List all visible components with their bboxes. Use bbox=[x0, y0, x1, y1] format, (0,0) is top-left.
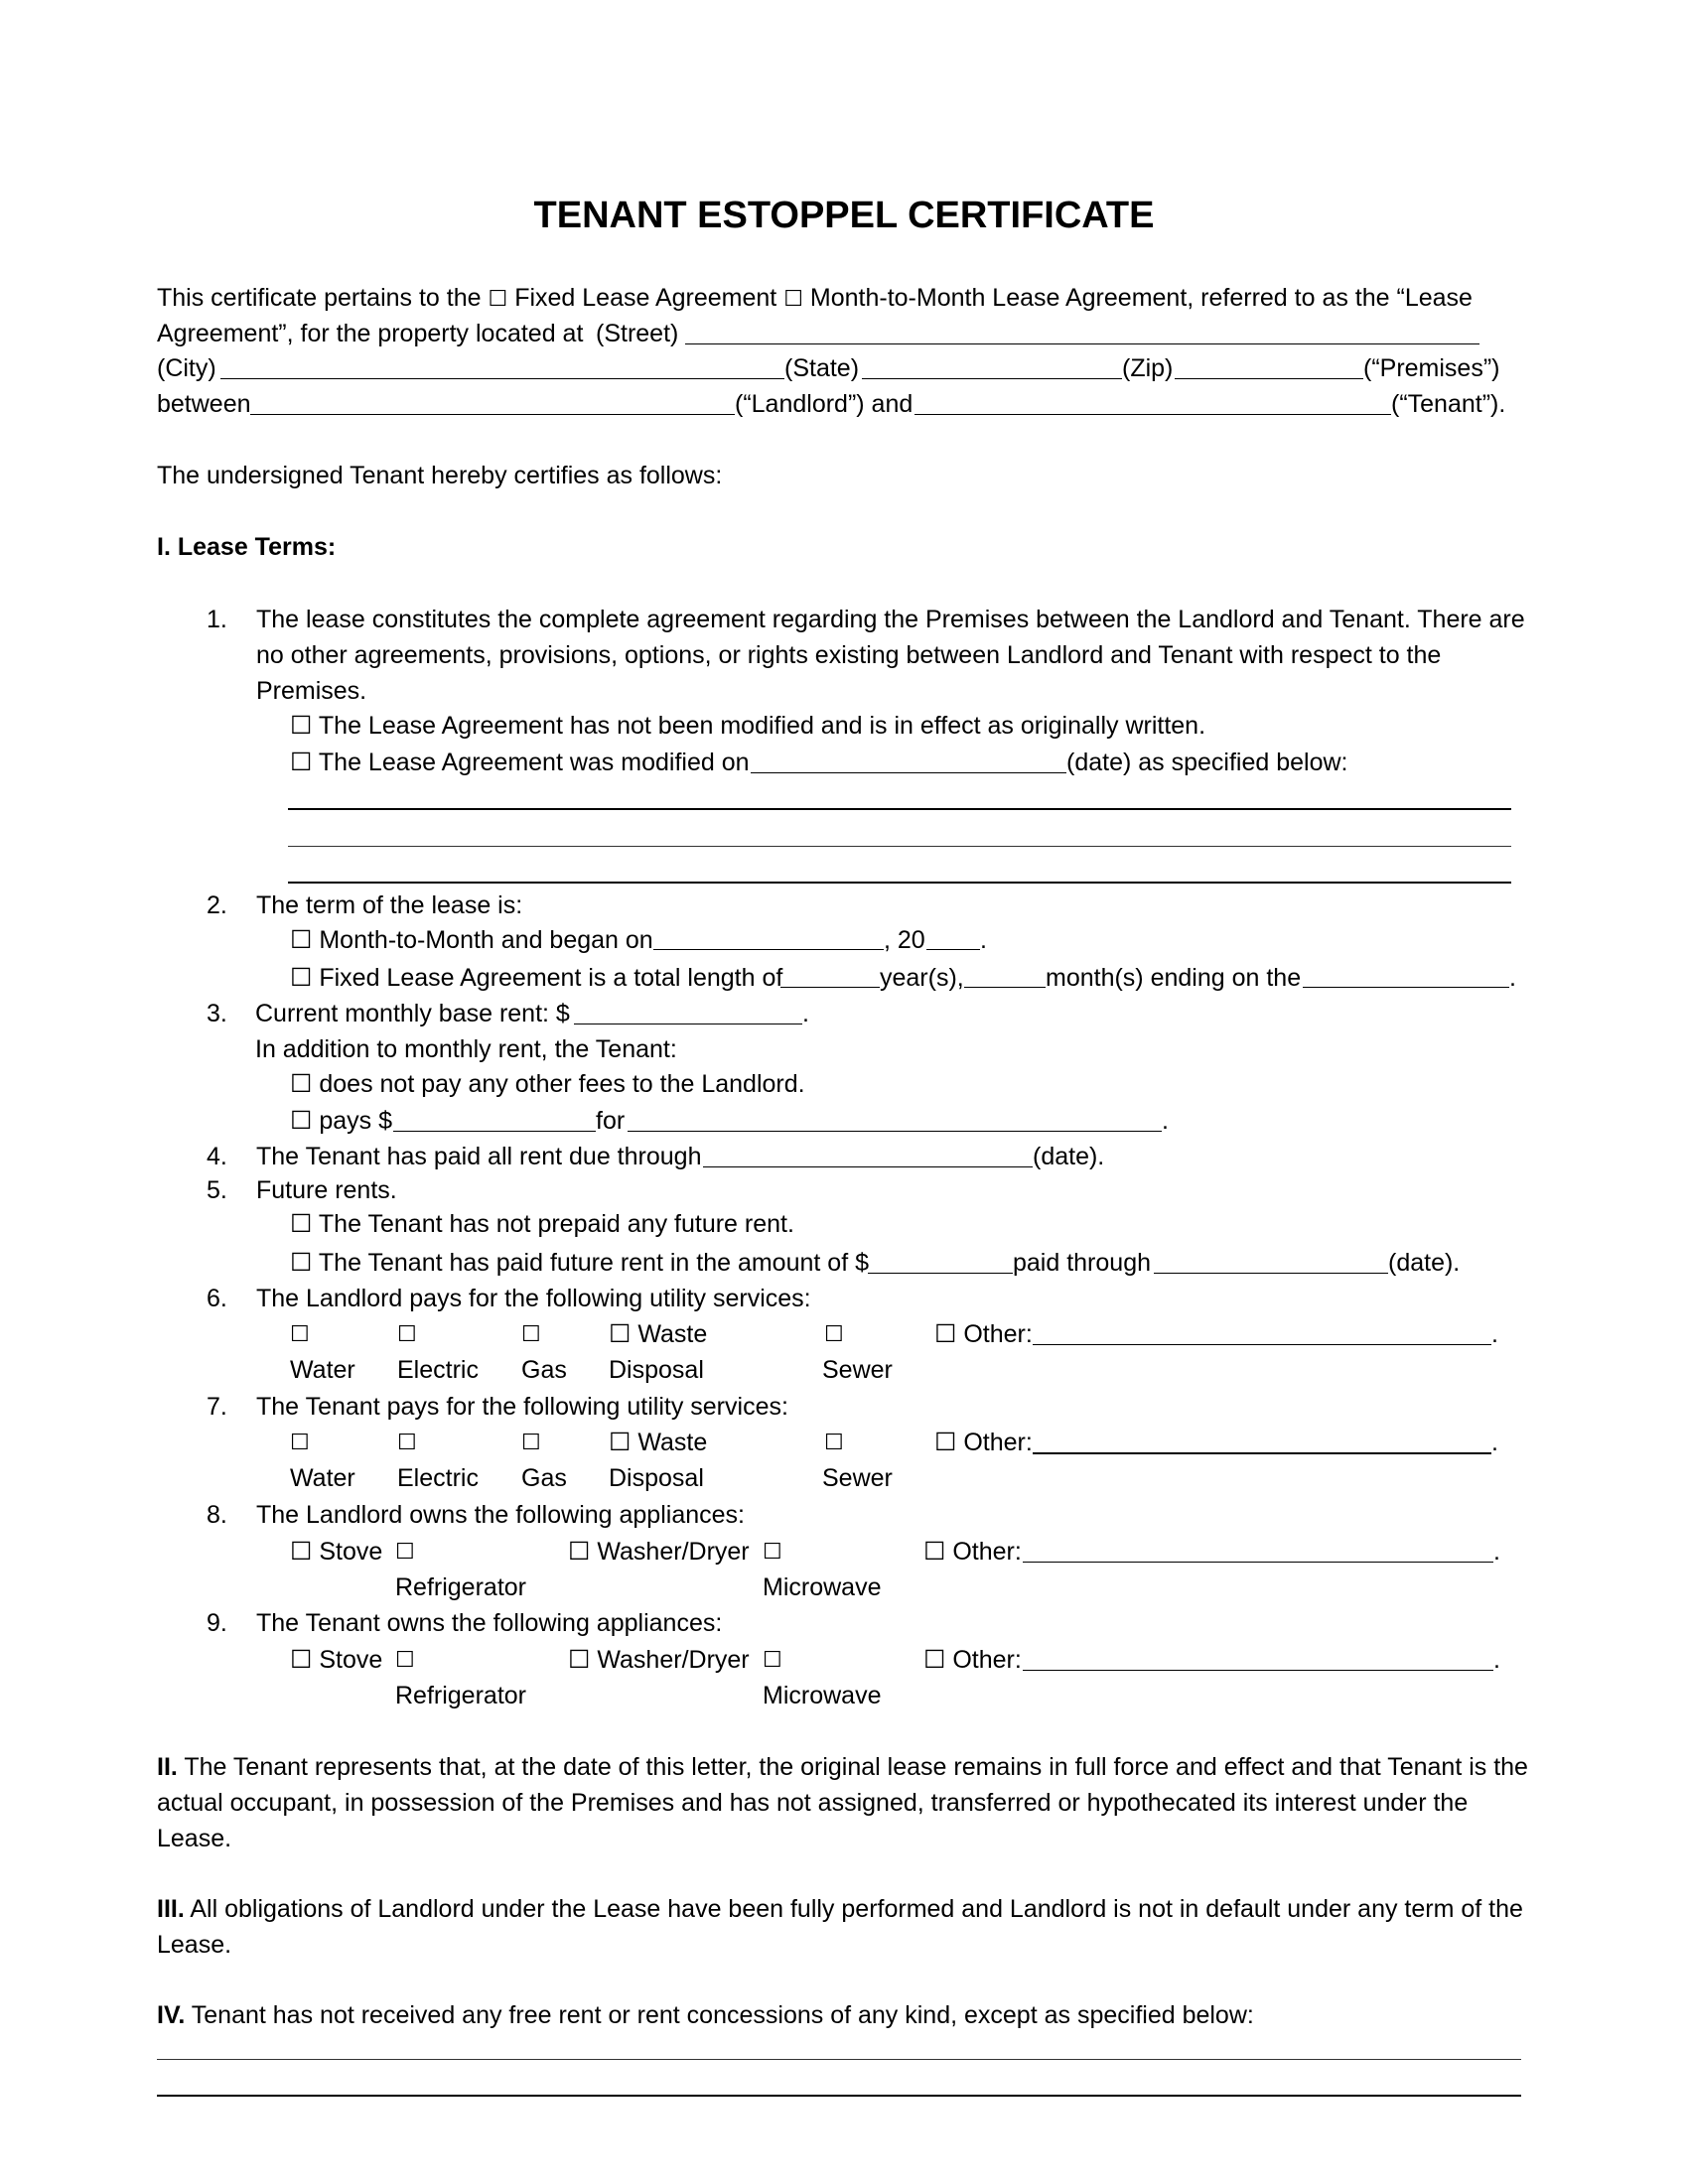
tenant-gas-label: Gas bbox=[521, 1464, 567, 1492]
monthly-rent-period: . bbox=[802, 1000, 809, 1027]
section-2-label: II. bbox=[157, 1753, 178, 1781]
tenant-sewer-checkbox[interactable]: ☐ bbox=[824, 1431, 844, 1455]
tenant-electric-checkbox[interactable]: ☐ bbox=[397, 1431, 417, 1455]
item-1-line-1: The lease constitutes the complete agreement regarding the Premises between the Landlord and Tenant. There are bbox=[256, 606, 1525, 633]
section-2-line-2: actual occupant, in possession of the Premises and has not assigned, transferred or hypothecated its interest under the bbox=[157, 1789, 1469, 1817]
tenant-waste-checkbox[interactable]: ☐ Waste bbox=[609, 1429, 708, 1456]
document-title: TENANT ESTOPPEL CERTIFICATE bbox=[533, 195, 1155, 236]
landlord-washer-dryer-checkbox[interactable]: ☐ Washer/Dryer bbox=[568, 1538, 750, 1566]
item-9-number: 9. bbox=[207, 1609, 227, 1637]
tenant-utilities-label: The Tenant pays for the following utility services: bbox=[256, 1393, 788, 1421]
street-field[interactable] bbox=[685, 343, 1479, 344]
tenant-electric-label: Electric bbox=[397, 1464, 479, 1492]
between-label: between bbox=[157, 390, 251, 418]
ending-date-field[interactable] bbox=[1303, 987, 1509, 988]
item-4-number: 4. bbox=[207, 1143, 227, 1170]
intro-line-1: This certificate pertains to the ☐ Fixed Lease Agreement ☐ Month-to-Month Lease Agreement, referred to as the “Lease bbox=[157, 284, 1473, 312]
landlord-appliance-period: . bbox=[1493, 1538, 1500, 1566]
landlord-electric-label: Electric bbox=[397, 1356, 479, 1384]
rent-paid-through-field[interactable] bbox=[703, 1166, 1033, 1167]
tenant-refrigerator-checkbox[interactable]: ☐ bbox=[395, 1648, 415, 1673]
landlord-gas-checkbox[interactable]: ☐ bbox=[521, 1322, 541, 1347]
city-field[interactable] bbox=[220, 378, 784, 379]
landlord-other-checkbox[interactable]: ☐ Other: bbox=[934, 1320, 1033, 1348]
for-label: for bbox=[596, 1107, 626, 1135]
began-period: . bbox=[980, 926, 987, 954]
tenant-microwave-checkbox[interactable]: ☐ bbox=[763, 1648, 782, 1673]
landlord-waste-checkbox[interactable]: ☐ Waste bbox=[609, 1320, 708, 1348]
section-4-line-1: IV. Tenant has not received any free rent or rent concessions of any kind, except as specified below: bbox=[157, 2001, 1254, 2029]
landlord-water-checkbox[interactable]: ☐ bbox=[290, 1322, 310, 1347]
item-1-number: 1. bbox=[207, 606, 227, 633]
landlord-utilities-period: . bbox=[1491, 1320, 1498, 1348]
item-6-number: 6. bbox=[207, 1285, 227, 1312]
landlord-water-label: Water bbox=[290, 1356, 355, 1384]
tenant-gas-checkbox[interactable]: ☐ bbox=[521, 1431, 541, 1455]
fixed-length-period: . bbox=[1509, 964, 1516, 992]
tenant-refrigerator-label: Refrigerator bbox=[395, 1682, 526, 1709]
future-rents-label: Future rents. bbox=[256, 1176, 397, 1204]
section-1-heading: I. Lease Terms: bbox=[157, 533, 337, 561]
landlord-utilities-other-field[interactable] bbox=[1033, 1344, 1491, 1345]
tenant-sewer-label: Sewer bbox=[822, 1464, 893, 1492]
years-label: year(s), bbox=[880, 964, 964, 992]
landlord-microwave-checkbox[interactable]: ☐ bbox=[763, 1540, 782, 1565]
not-modified-option[interactable]: ☐ The Lease Agreement has not been modified and is in effect as originally written. bbox=[290, 712, 1206, 740]
tenant-label: (“Tenant”). bbox=[1391, 390, 1506, 418]
paid-through-label: paid through bbox=[1013, 1249, 1152, 1277]
landlord-utilities-label: The Landlord pays for the following utility services: bbox=[256, 1285, 811, 1312]
pays-fees-option[interactable]: ☐ pays $ bbox=[290, 1107, 393, 1135]
landlord-appliance-other-checkbox[interactable]: ☐ Other: bbox=[923, 1538, 1022, 1566]
tenant-appliance-period: . bbox=[1493, 1646, 1500, 1674]
landlord-gas-label: Gas bbox=[521, 1356, 567, 1384]
rent-paid-date-suffix: (date). bbox=[1033, 1143, 1105, 1170]
section-3-label: III. bbox=[157, 1895, 185, 1923]
tenant-water-checkbox[interactable]: ☐ bbox=[290, 1431, 310, 1455]
concessions-line-2[interactable] bbox=[157, 2095, 1521, 2097]
rent-paid-through-label: The Tenant has paid all rent due through bbox=[256, 1143, 702, 1170]
year-prefix: , 20 bbox=[884, 926, 925, 954]
landlord-name-field[interactable] bbox=[250, 414, 735, 415]
modification-line-1[interactable] bbox=[288, 808, 1511, 810]
zip-field[interactable] bbox=[1175, 378, 1363, 379]
landlord-microwave-label: Microwave bbox=[763, 1573, 882, 1601]
no-other-fees-option[interactable]: ☐ does not pay any other fees to the Landlord. bbox=[290, 1070, 805, 1098]
fees-amount-field[interactable] bbox=[393, 1131, 596, 1132]
in-addition-text: In addition to monthly rent, the Tenant: bbox=[255, 1035, 677, 1063]
item-5-number: 5. bbox=[207, 1176, 227, 1204]
monthly-rent-label: Current monthly base rent: $ bbox=[255, 1000, 570, 1027]
state-label: (State) bbox=[784, 354, 860, 382]
item-3-number: 3. bbox=[207, 1000, 227, 1027]
state-field[interactable] bbox=[862, 378, 1122, 379]
landlord-appliances-label: The Landlord owns the following appliances: bbox=[256, 1501, 745, 1529]
modified-date-field[interactable] bbox=[751, 772, 1066, 773]
landlord-electric-checkbox[interactable]: ☐ bbox=[397, 1322, 417, 1347]
tenant-other-checkbox[interactable]: ☐ Other: bbox=[934, 1429, 1033, 1456]
tenant-name-field[interactable] bbox=[914, 414, 1391, 415]
tenant-appliance-other-checkbox[interactable]: ☐ Other: bbox=[923, 1646, 1022, 1674]
modified-option[interactable]: ☐ The Lease Agreement was modified on bbox=[290, 749, 750, 776]
certifies-text: The undersigned Tenant hereby certifies as follows: bbox=[157, 462, 723, 489]
months-label: month(s) ending on the bbox=[1046, 964, 1302, 992]
landlord-disposal-label: Disposal bbox=[609, 1356, 704, 1384]
month-to-month-began-option[interactable]: ☐ Month-to-Month and began on bbox=[290, 926, 653, 954]
landlord-refrigerator-label: Refrigerator bbox=[395, 1573, 526, 1601]
length-years-field[interactable] bbox=[780, 987, 880, 988]
landlord-stove-checkbox[interactable]: ☐ Stove bbox=[290, 1538, 383, 1566]
section-3-line-2: Lease. bbox=[157, 1931, 232, 1959]
length-months-field[interactable] bbox=[964, 987, 1046, 988]
section-3-line-1: III. All obligations of Landlord under the Lease have been fully performed and Landlord is not in default under any term of the bbox=[157, 1895, 1523, 1923]
month-to-month-checkbox[interactable]: ☐ bbox=[783, 287, 803, 312]
modified-date-suffix: (date) as specified below: bbox=[1066, 749, 1348, 776]
tenant-microwave-label: Microwave bbox=[763, 1682, 882, 1709]
landlord-sewer-checkbox[interactable]: ☐ bbox=[824, 1322, 844, 1347]
began-date-field[interactable] bbox=[653, 949, 884, 950]
landlord-refrigerator-checkbox[interactable]: ☐ bbox=[395, 1540, 415, 1565]
paid-future-rent-option[interactable]: ☐ The Tenant has paid future rent in the amount of $ bbox=[290, 1249, 869, 1277]
street-label: (Street) bbox=[596, 320, 679, 347]
intro-line-2: Agreement”, for the property located at bbox=[157, 320, 584, 347]
tenant-washer-dryer-checkbox[interactable]: ☐ Washer/Dryer bbox=[568, 1646, 750, 1674]
tenant-stove-checkbox[interactable]: ☐ Stove bbox=[290, 1646, 383, 1674]
future-rent-date-field[interactable] bbox=[1154, 1273, 1388, 1274]
landlord-sewer-label: Sewer bbox=[822, 1356, 893, 1384]
tenant-appliances-label: The Tenant owns the following appliances: bbox=[256, 1609, 723, 1637]
tenant-water-label: Water bbox=[290, 1464, 355, 1492]
fees-period: . bbox=[1162, 1107, 1169, 1135]
concessions-line-1[interactable] bbox=[157, 2059, 1521, 2060]
tenant-appliance-other-field[interactable] bbox=[1023, 1670, 1493, 1671]
modification-line-2[interactable] bbox=[288, 846, 1511, 847]
future-rent-date-suffix: (date). bbox=[1388, 1249, 1461, 1277]
fees-purpose-field[interactable] bbox=[628, 1131, 1162, 1132]
premises-label: (“Premises”) bbox=[1363, 354, 1500, 382]
fixed-lease-checkbox[interactable]: ☐ bbox=[488, 287, 508, 312]
item-7-number: 7. bbox=[207, 1393, 227, 1421]
landlord-and-label: (“Landlord”) and bbox=[735, 390, 914, 418]
item-2-text: The term of the lease is: bbox=[256, 891, 523, 919]
item-2-number: 2. bbox=[207, 891, 227, 919]
item-8-number: 8. bbox=[207, 1501, 227, 1529]
section-2-line-1: II. The Tenant represents that, at the date of this letter, the original lease remains in full force and effect and that Tenant is the bbox=[157, 1753, 1528, 1781]
not-prepaid-option[interactable]: ☐ The Tenant has not prepaid any future rent. bbox=[290, 1210, 794, 1238]
tenant-utilities-other-field[interactable] bbox=[1033, 1452, 1491, 1454]
section-4-label: IV. bbox=[157, 2001, 186, 2029]
future-rent-amount-field[interactable] bbox=[868, 1273, 1013, 1274]
city-label: (City) bbox=[157, 354, 216, 382]
tenant-disposal-label: Disposal bbox=[609, 1464, 704, 1492]
fixed-length-option[interactable]: ☐ Fixed Lease Agreement is a total length of bbox=[290, 964, 783, 992]
tenant-utilities-period: . bbox=[1491, 1429, 1498, 1456]
began-year-field[interactable] bbox=[926, 949, 980, 950]
item-1-line-2: no other agreements, provisions, options, or rights existing between Landlord and Tenant with respect to the bbox=[256, 641, 1442, 669]
modification-line-3[interactable] bbox=[288, 882, 1511, 884]
landlord-appliance-other-field[interactable] bbox=[1023, 1562, 1493, 1563]
section-2-line-3: Lease. bbox=[157, 1825, 232, 1852]
zip-label: (Zip) bbox=[1122, 354, 1174, 382]
item-1-line-3: Premises. bbox=[256, 677, 367, 705]
